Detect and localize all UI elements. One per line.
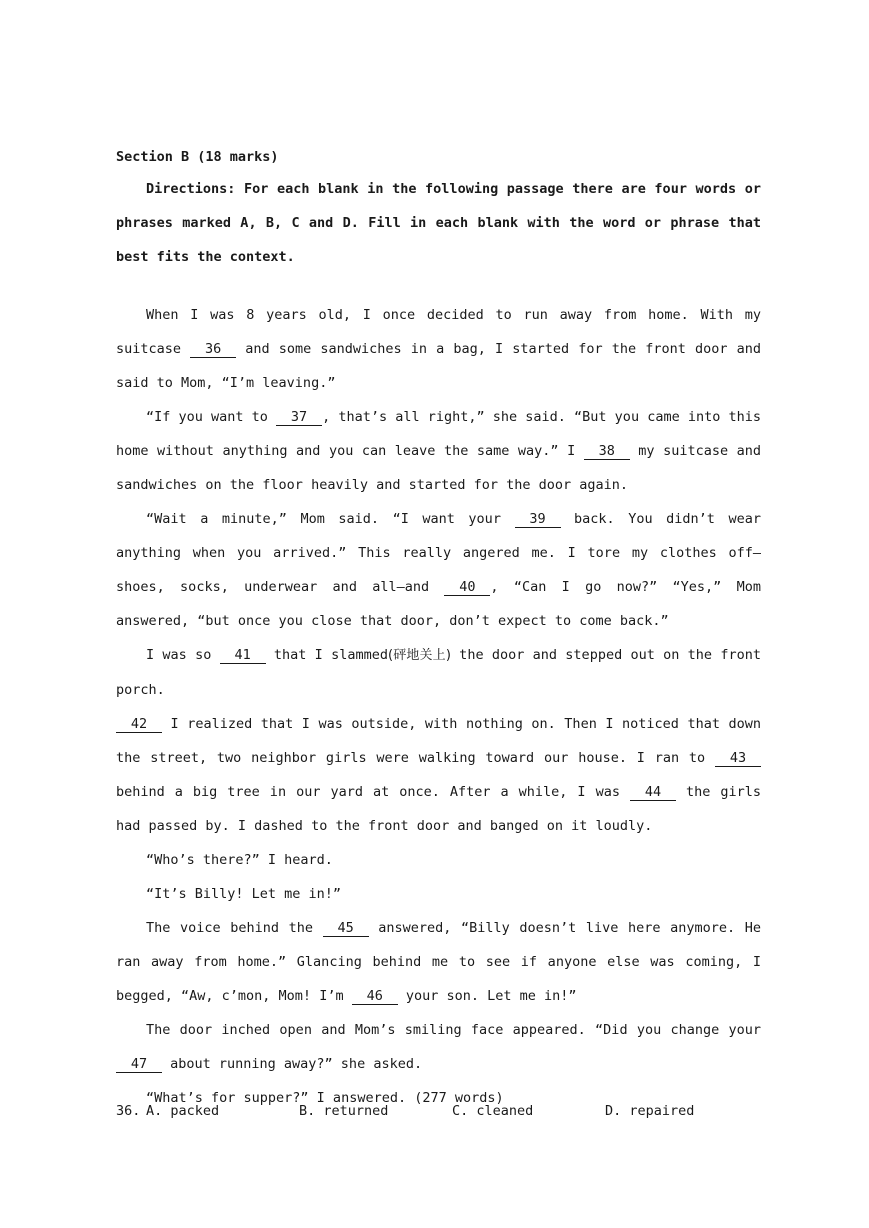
- text: The voice behind the: [146, 920, 323, 936]
- paragraph-8: [116, 911, 761, 1013]
- paragraph-9: [116, 1013, 761, 1081]
- paragraph-1: [116, 298, 761, 400]
- document-page: [116, 146, 761, 1115]
- paragraph-5: [116, 707, 761, 843]
- text: about running away?” she asked.: [162, 1056, 423, 1072]
- text: that I slammed: [265, 647, 388, 663]
- section-title: Section B (18 marks): [116, 149, 279, 165]
- blank-43: 43: [715, 750, 761, 767]
- text: back. You didn’t wear anything when you arrived.” This really angered me. I tore my clothes off—shoes, socks, underwear and all—and: [116, 511, 762, 595]
- text: I realized that I was outside, with nothing on. Then I noticed that down the street, two neighbor girls were walking toward our house. I ran to: [116, 716, 761, 766]
- text: When I was 8 years old, I once decided to run away from home. With my suitcase: [116, 307, 761, 357]
- text: answered, “Billy doesn’t live here anymore. He ran away from home.” Glancing behind me to see if anyone else was coming, I begged, “Aw, c’mon, Mom! I’m: [116, 920, 761, 1004]
- option-d: D. repaired: [605, 1103, 695, 1119]
- paragraph-6: “Who’s there?” I heard.: [146, 852, 333, 868]
- text: “Wait a minute,” Mom said. “I want your: [146, 511, 515, 527]
- option-a: A. packed: [146, 1103, 220, 1119]
- blank-41: 41: [220, 647, 266, 664]
- text: The door inched open and Mom’s smiling face appeared. “Did you change your: [146, 1022, 761, 1038]
- passage: [116, 298, 761, 1115]
- blank-44: 44: [630, 784, 676, 801]
- text: I was so: [146, 647, 220, 663]
- paragraph-3: [116, 502, 761, 638]
- blank-37: 37: [276, 409, 322, 426]
- text: and some sandwiches in a bag, I started for the front door and said to Mom, “I’m leaving.”: [116, 341, 761, 391]
- blank-40: 40: [444, 579, 490, 596]
- text: my suitcase and sandwiches on the floor heavily and started for the door again.: [116, 443, 762, 493]
- blank-47: 47: [116, 1056, 162, 1073]
- blank-45: 45: [323, 920, 369, 937]
- chinese-gloss: (砰地关上): [387, 648, 451, 663]
- text: behind a big tree in our yard at once. After a while, I was: [116, 784, 630, 800]
- question-number: 36.: [116, 1103, 141, 1119]
- text: your son. Let me in!”: [397, 988, 577, 1004]
- blank-39: 39: [515, 511, 561, 528]
- blank-42: 42: [116, 716, 162, 733]
- text: , “Can I go now?” “Yes,” Mom answered, “but once you close that door, don’t expect to come back.”: [116, 579, 761, 629]
- blank-38: 38: [584, 443, 630, 460]
- text: the girls had passed by. I dashed to the front door and banged on it loudly.: [116, 784, 761, 834]
- paragraph-7: “It’s Billy! Let me in!”: [146, 886, 342, 902]
- paragraph-4: [116, 638, 761, 707]
- option-b: B. returned: [299, 1103, 389, 1119]
- paragraph-10: “What’s for supper?” I answered. (277 words): [146, 1090, 504, 1106]
- directions-text: Directions: For each blank in the following passage there are four words or phrases marked A, B, C and D. Fill in each blank with the word or phrase that best fits the context.: [116, 181, 761, 265]
- paragraph-2: [116, 400, 761, 502]
- text: “If you want to: [146, 409, 277, 425]
- option-c: C. cleaned: [452, 1103, 534, 1119]
- text: , that’s all right,” she said. “But you came into this home without anything and you can leave the same way.” I: [116, 409, 761, 459]
- text: the door and stepped out on the front porch.: [116, 647, 761, 698]
- blank-46: 46: [352, 988, 398, 1005]
- blank-36: 36: [190, 341, 236, 358]
